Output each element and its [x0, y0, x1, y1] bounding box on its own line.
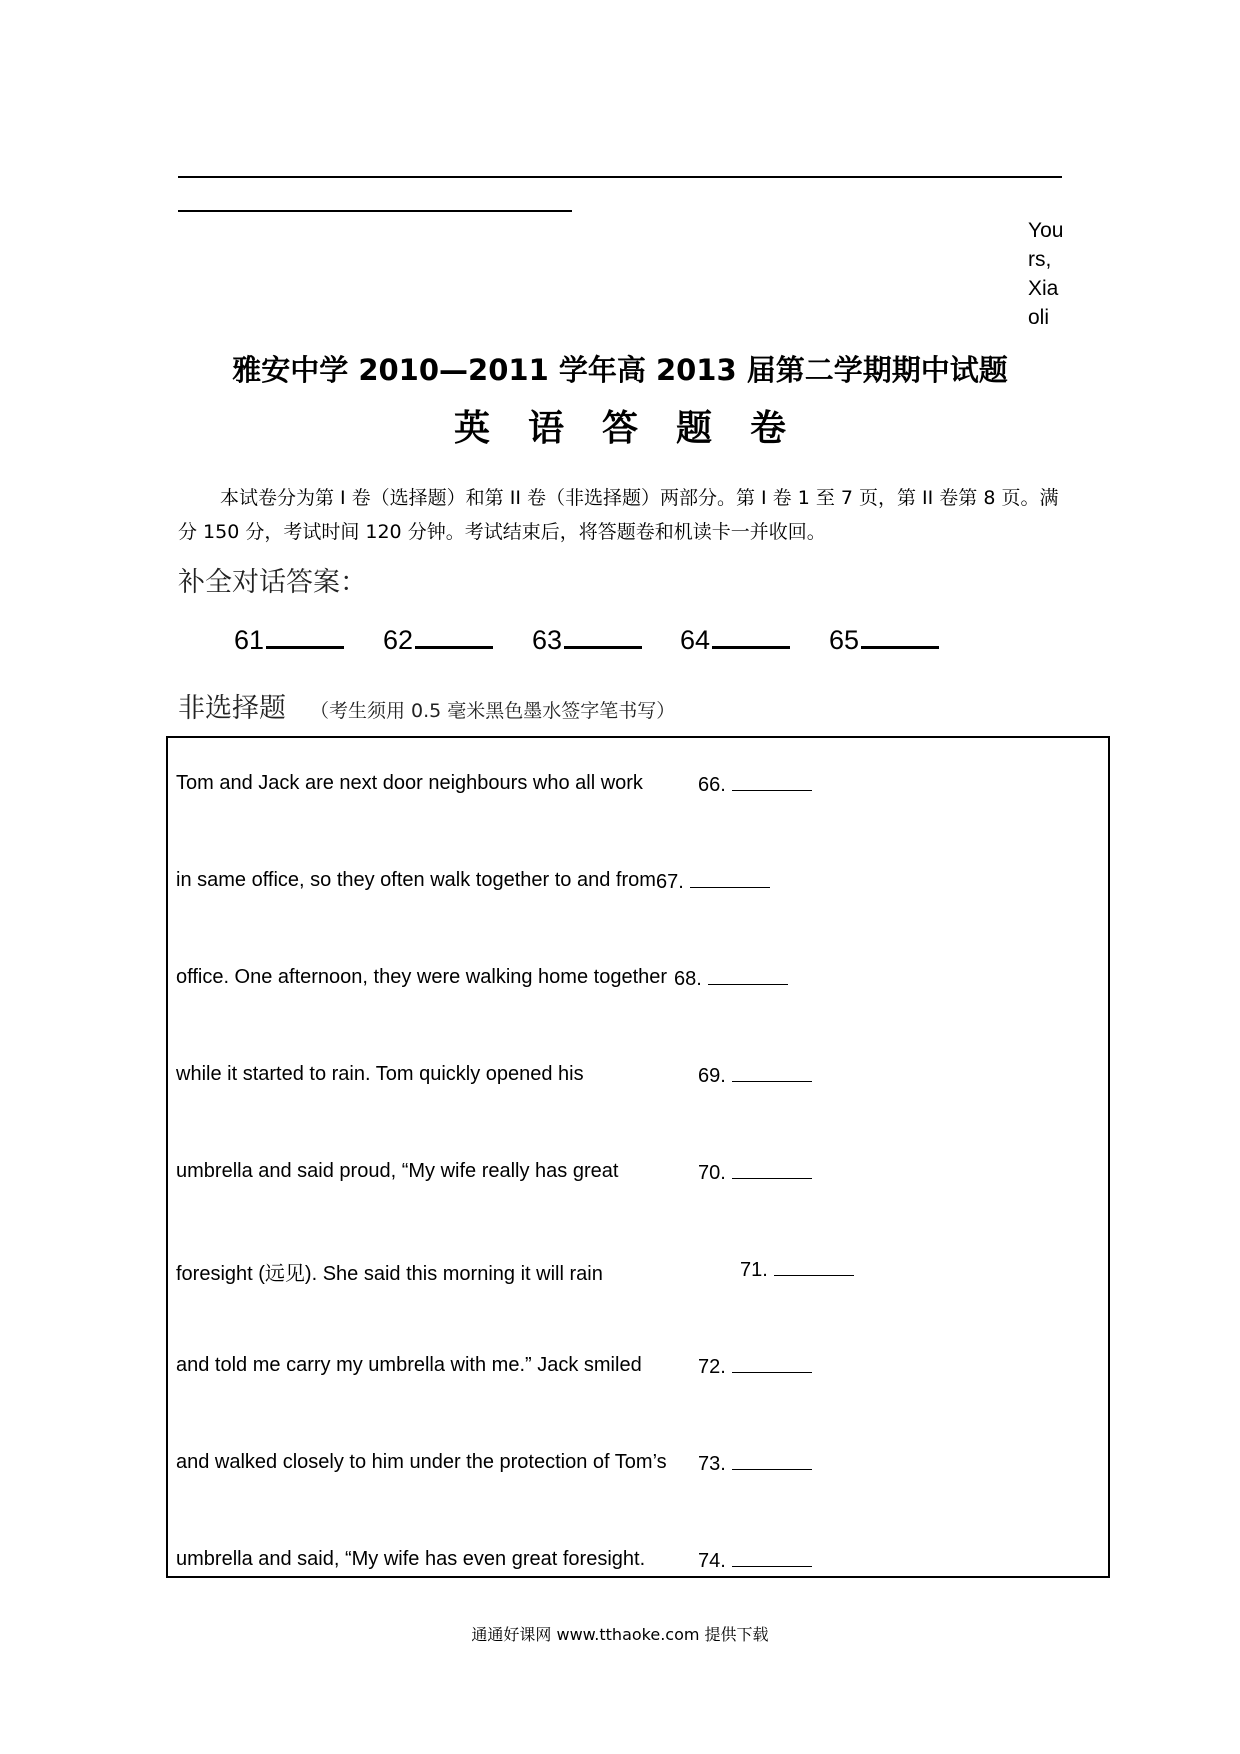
blank-line: [564, 624, 642, 649]
blank-line: [415, 624, 493, 649]
passage-line: while it started to rain. Tom quickly opened his: [176, 1063, 584, 1085]
exam-title: 雅安中学 2010—2011 学年高 2013 届第二学期期中试题: [232, 353, 1008, 387]
answer-sheet-title: 英语答题卷: [453, 408, 824, 449]
dialogue-section-heading: 补全对话答案：: [178, 567, 367, 598]
answer-number: 70.: [698, 1162, 726, 1184]
answer-blank[interactable]: [674, 966, 788, 991]
answer-line: [732, 772, 812, 791]
blank-number: 65: [829, 625, 860, 655]
answer-number: 66.: [698, 774, 726, 796]
dialogue-answer-blank[interactable]: [383, 624, 493, 656]
answer-line: [732, 1354, 812, 1373]
letter-signature: [1028, 216, 1088, 332]
answer-line: [708, 966, 788, 985]
writing-line: [178, 176, 1062, 178]
passage-line: and told me carry my umbrella with me.” Jack smiled: [176, 1354, 642, 1376]
dialogue-answer-blank[interactable]: [680, 624, 790, 656]
answer-number: 73.: [698, 1453, 726, 1475]
passage-line: in same office, so they often walk together to and from: [176, 869, 656, 891]
answer-number: 69.: [698, 1065, 726, 1087]
non-choice-section-header: [178, 686, 675, 725]
signature-line: You: [1028, 219, 1064, 242]
blank-number: 63: [532, 625, 563, 655]
signature-line: rs,: [1028, 248, 1052, 271]
passage-line: umbrella and said, “My wife has even great foresight.: [176, 1548, 646, 1570]
answer-line: [732, 1548, 812, 1567]
answer-line: [732, 1160, 812, 1179]
signature-line: Xia: [1028, 277, 1059, 300]
dialogue-answer-blank[interactable]: [234, 624, 344, 656]
answer-blank[interactable]: [656, 869, 770, 894]
answer-number: 71.: [740, 1259, 768, 1281]
page-footer: 通通好课网 www.tthaoke.com 提供下载: [471, 1625, 769, 1644]
answer-blank[interactable]: [698, 1063, 812, 1088]
exam-instructions: 本试卷分为第 I 卷（选择题）和第 II 卷（非选择题）两部分。第 I 卷 1 至 7 页，第 II 卷第 8 页。满分 150 分，考试时间 120 分钟。考试结束后，将答题卷和机读卡一并收回。: [178, 487, 1059, 543]
blank-line: [266, 624, 344, 649]
answer-number: 74.: [698, 1550, 726, 1572]
writing-instruction-note: （考生须用 0.5 毫米黑色墨水签字笔书写）: [310, 700, 676, 722]
answer-blank[interactable]: [698, 1548, 812, 1573]
answer-blank[interactable]: [698, 772, 812, 797]
blank-line: [861, 624, 939, 649]
blank-line: [712, 624, 790, 649]
passage-line: and walked closely to him under the protection of Tom’s: [176, 1451, 667, 1473]
signature-line: oli: [1028, 306, 1050, 329]
answer-blank[interactable]: [698, 1354, 812, 1379]
writing-line: [178, 210, 572, 212]
non-choice-section-heading: 非选择题: [178, 693, 286, 724]
dialogue-answer-blank[interactable]: [532, 624, 642, 656]
passage-line: foresight (远见). She said this morning it will rain: [176, 1263, 603, 1285]
answer-line: [774, 1257, 854, 1276]
answer-blank[interactable]: [698, 1160, 812, 1185]
answer-number: 68.: [674, 968, 702, 990]
answer-number: 72.: [698, 1356, 726, 1378]
passage-line: office. One afternoon, they were walking home together: [176, 966, 668, 988]
dialogue-answer-blank[interactable]: [829, 624, 939, 656]
answer-number: 67.: [656, 871, 684, 893]
passage-line: Tom and Jack are next door neighbours who all work: [176, 772, 643, 794]
answer-line: [732, 1451, 812, 1470]
answer-blank[interactable]: [740, 1257, 854, 1282]
blank-number: 64: [680, 625, 711, 655]
blank-number: 62: [383, 625, 414, 655]
answer-blank[interactable]: [698, 1451, 812, 1476]
blank-number: 61: [234, 625, 265, 655]
answer-line: [690, 869, 770, 888]
passage-line: umbrella and said proud, “My wife really has great: [176, 1160, 619, 1182]
answer-line: [732, 1063, 812, 1082]
